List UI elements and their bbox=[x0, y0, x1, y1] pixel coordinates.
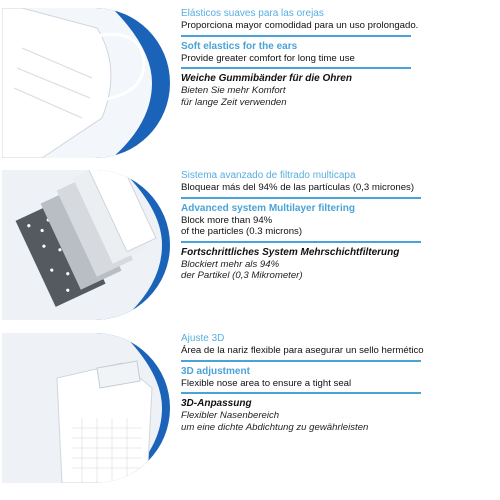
title-es: Ajuste 3D bbox=[181, 333, 225, 344]
title-en: Advanced system Multilayer filtering bbox=[181, 202, 355, 214]
title-en: 3D adjustment bbox=[181, 365, 250, 377]
feature-text-2 bbox=[181, 170, 497, 282]
divider bbox=[181, 35, 411, 37]
mask-ear-loop-image bbox=[2, 8, 170, 158]
desc-es: Área de la nariz flexible para asegurar un sello hermético bbox=[181, 345, 424, 356]
mask-3d-nose-image bbox=[2, 333, 170, 483]
title-es: Sistema avanzado de filtrado multicapa bbox=[181, 170, 356, 181]
title-es: Elásticos suaves para las orejas bbox=[181, 8, 324, 19]
desc-de-line2: für lange Zeit verwenden bbox=[181, 96, 287, 108]
desc-de-line1: Blockiert mehr als 94% bbox=[181, 258, 280, 270]
filter-layers-image bbox=[2, 170, 170, 320]
desc-es: Bloquear más del 94% de las partículas (0,3 micrones) bbox=[181, 182, 415, 193]
desc-de-line2: der Partikel (0,3 Mikrometer) bbox=[181, 270, 303, 281]
divider bbox=[181, 360, 421, 362]
title-de: Weiche Gummibänder für die Ohren bbox=[181, 73, 352, 84]
divider bbox=[181, 241, 421, 243]
desc-de-line1: Bieten Sie mehr Komfort bbox=[181, 85, 286, 96]
desc-de-line2: um eine dichte Abdichtung zu gewährleisten bbox=[181, 421, 369, 433]
desc-en-line1: Block more than 94% bbox=[181, 214, 273, 226]
divider bbox=[181, 392, 421, 394]
desc-es: Proporciona mayor comodidad para un uso prolongado. bbox=[181, 20, 419, 31]
feature-panel-filter-layers bbox=[0, 170, 500, 325]
desc-de-line1: Flexibler Nasenbereich bbox=[181, 410, 280, 421]
feature-text-1 bbox=[181, 8, 497, 108]
title-de: 3D-Anpassung bbox=[181, 398, 252, 409]
divider bbox=[181, 67, 411, 69]
feature-panel-3d-adjustment bbox=[0, 333, 500, 488]
desc-en: Flexible nose area to ensure a tight seal bbox=[181, 377, 352, 389]
feature-panel-ear-elastics bbox=[0, 8, 500, 163]
desc-en-line2: of the particles (0.3 microns) bbox=[181, 226, 303, 237]
divider bbox=[181, 197, 421, 199]
desc-en: Provide greater comfort for long time use bbox=[181, 52, 355, 64]
feature-text-3 bbox=[181, 333, 497, 433]
title-de: Fortschrittliches System Mehrschichtfilterung bbox=[181, 246, 400, 258]
title-en: Soft elastics for the ears bbox=[181, 40, 298, 52]
